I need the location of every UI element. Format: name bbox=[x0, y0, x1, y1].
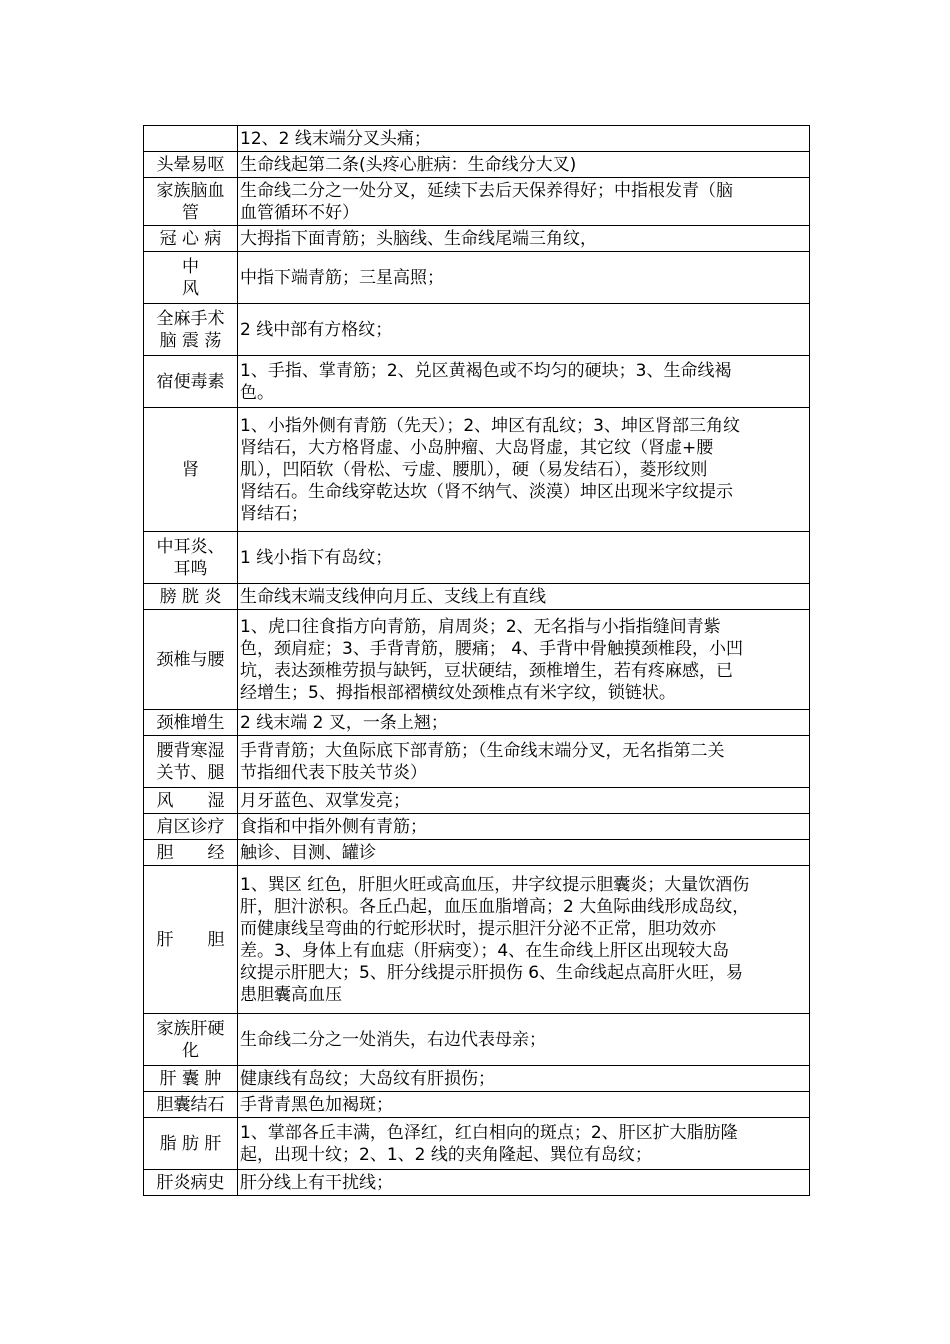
condition-label: 腰背寒湿 关节、腿 bbox=[144, 736, 238, 788]
condition-label: 脂 肪 肝 bbox=[144, 1118, 238, 1170]
palm-sign-description: 手背青筋；大鱼际底下部青筋；（生命线末端分叉，无名指第二关 节指细代表下肢关节炎） bbox=[238, 736, 810, 788]
condition-label: 中 风 bbox=[144, 252, 238, 304]
palm-sign-description: 1、巽区 红色，肝胆火旺或高血压，井字纹提示胆囊炎；大量饮酒伤 肝，胆汁淤积。各丘凸起，血压血脂增高；2 大鱼际曲线形成岛纹， 而健康线呈弯曲的行蛇形状时，提示胆汗分泌不正常，胆功效亦 差。3、身体上有血痣（肝病变）；4、在生命线上肝区出现较大岛 纹提示肝肥大；5、肝分线提示肝损伤 6、生命线起点高肝火旺，易 患胆囊高血压 bbox=[238, 866, 810, 1014]
table-row bbox=[144, 178, 810, 226]
palm-sign-description: 中指下端青筋；三星高照； bbox=[238, 252, 810, 304]
palm-sign-description: 月牙蓝色、双掌发亮； bbox=[238, 788, 810, 814]
table-row bbox=[144, 610, 810, 710]
condition-label: 肩区诊疗 bbox=[144, 814, 238, 840]
table-row bbox=[144, 788, 810, 814]
condition-label: 冠 心 病 bbox=[144, 226, 238, 252]
table-row bbox=[144, 126, 810, 152]
palm-sign-description: 生命线二分之一处消失，右边代表母亲； bbox=[238, 1014, 810, 1066]
condition-label: 肝 囊 肿 bbox=[144, 1066, 238, 1092]
condition-label: 中耳炎、 耳鸣 bbox=[144, 532, 238, 584]
table-row bbox=[144, 356, 810, 408]
condition-label: 头晕易呕 bbox=[144, 152, 238, 178]
table-row bbox=[144, 532, 810, 584]
condition-label: 膀 胱 炎 bbox=[144, 584, 238, 610]
table-row bbox=[144, 1066, 810, 1092]
palm-sign-description: 肝分线上有干扰线； bbox=[238, 1170, 810, 1196]
table-row bbox=[144, 1092, 810, 1118]
table-row bbox=[144, 736, 810, 788]
palm-sign-description: 生命线二分之一处分叉，延续下去后天保养得好；中指根发青（脑 血管循环不好） bbox=[238, 178, 810, 226]
palm-sign-description: 生命线末端支线伸向月丘、支线上有直线 bbox=[238, 584, 810, 610]
diagnosis-table-body bbox=[144, 126, 810, 1196]
palm-sign-description: 生命线起第二条(头疼心脏病：生命线分大叉) bbox=[238, 152, 810, 178]
table-row bbox=[144, 304, 810, 356]
table-row bbox=[144, 226, 810, 252]
palm-sign-description: 1、虎口往食指方向青筋，肩周炎；2、无名指与小指指缝间青紫 色，颈肩症；3、手背青筋，腰痛； 4、手背中骨触摸颈椎段，小凹 坑，表达颈椎劳损与缺钙，豆状硬结，颈椎增生，若有疼麻感，已 经增生；5、拇指根部褶横纹处颈椎点有米字纹，锁链状。 bbox=[238, 610, 810, 710]
palm-sign-description: 1 线小指下有岛纹； bbox=[238, 532, 810, 584]
palm-sign-description: 2 线末端 2 叉，一条上翘； bbox=[238, 710, 810, 736]
palm-sign-description: 12、2 线末端分叉头痛； bbox=[238, 126, 810, 152]
condition-label: 家族肝硬 化 bbox=[144, 1014, 238, 1066]
table-row bbox=[144, 1014, 810, 1066]
palm-sign-description: 2 线中部有方格纹； bbox=[238, 304, 810, 356]
diagnosis-table bbox=[143, 125, 810, 1196]
table-row bbox=[144, 840, 810, 866]
condition-label: 肾 bbox=[144, 408, 238, 532]
condition-label: 胆 经 bbox=[144, 840, 238, 866]
condition-label: 颈椎与腰 bbox=[144, 610, 238, 710]
palm-sign-description: 1、手指、掌青筋；2、兑区黄褐色或不均匀的硬块；3、生命线褐 色。 bbox=[238, 356, 810, 408]
table-row bbox=[144, 814, 810, 840]
condition-label: 全麻手术 脑 震 荡 bbox=[144, 304, 238, 356]
condition-label: 宿便毒素 bbox=[144, 356, 238, 408]
table-row bbox=[144, 584, 810, 610]
table-row bbox=[144, 866, 810, 1014]
palm-sign-description: 大拇指下面青筋；头脑线、生命线尾端三角纹， bbox=[238, 226, 810, 252]
palm-sign-description: 1、小指外侧有青筋（先天）；2、坤区有乱纹；3、坤区肾部三角纹 肾结石，大方格肾虚、小岛肿瘤、大岛肾虚，其它纹（肾虚+腰 肌），凹陌软（骨松、亏虚、腰肌），硬（易发结石），菱形纹则 肾结石。生命线穿乾达坎（肾不纳气、淡漠）坤区出现米字纹提示 肾结石； bbox=[238, 408, 810, 532]
condition-label bbox=[144, 126, 238, 152]
table-row bbox=[144, 1118, 810, 1170]
table-row bbox=[144, 252, 810, 304]
condition-label: 家族脑血 管 bbox=[144, 178, 238, 226]
condition-label: 风 湿 bbox=[144, 788, 238, 814]
palm-sign-description: 手背青黑色加褐斑； bbox=[238, 1092, 810, 1118]
condition-label: 胆囊结石 bbox=[144, 1092, 238, 1118]
condition-label: 颈椎增生 bbox=[144, 710, 238, 736]
condition-label: 肝炎病史 bbox=[144, 1170, 238, 1196]
palm-sign-description: 1、掌部各丘丰满，色泽红，红白相向的斑点；2、肝区扩大脂肪隆 起，出现十纹；2、1、2 线的夹角隆起、巽位有岛纹； bbox=[238, 1118, 810, 1170]
table-row bbox=[144, 710, 810, 736]
palm-sign-description: 触诊、目测、罐诊 bbox=[238, 840, 810, 866]
table-row bbox=[144, 152, 810, 178]
condition-label: 肝 胆 bbox=[144, 866, 238, 1014]
table-row bbox=[144, 1170, 810, 1196]
table-row bbox=[144, 408, 810, 532]
palm-sign-description: 健康线有岛纹；大岛纹有肝损伤； bbox=[238, 1066, 810, 1092]
palm-sign-description: 食指和中指外侧有青筋； bbox=[238, 814, 810, 840]
